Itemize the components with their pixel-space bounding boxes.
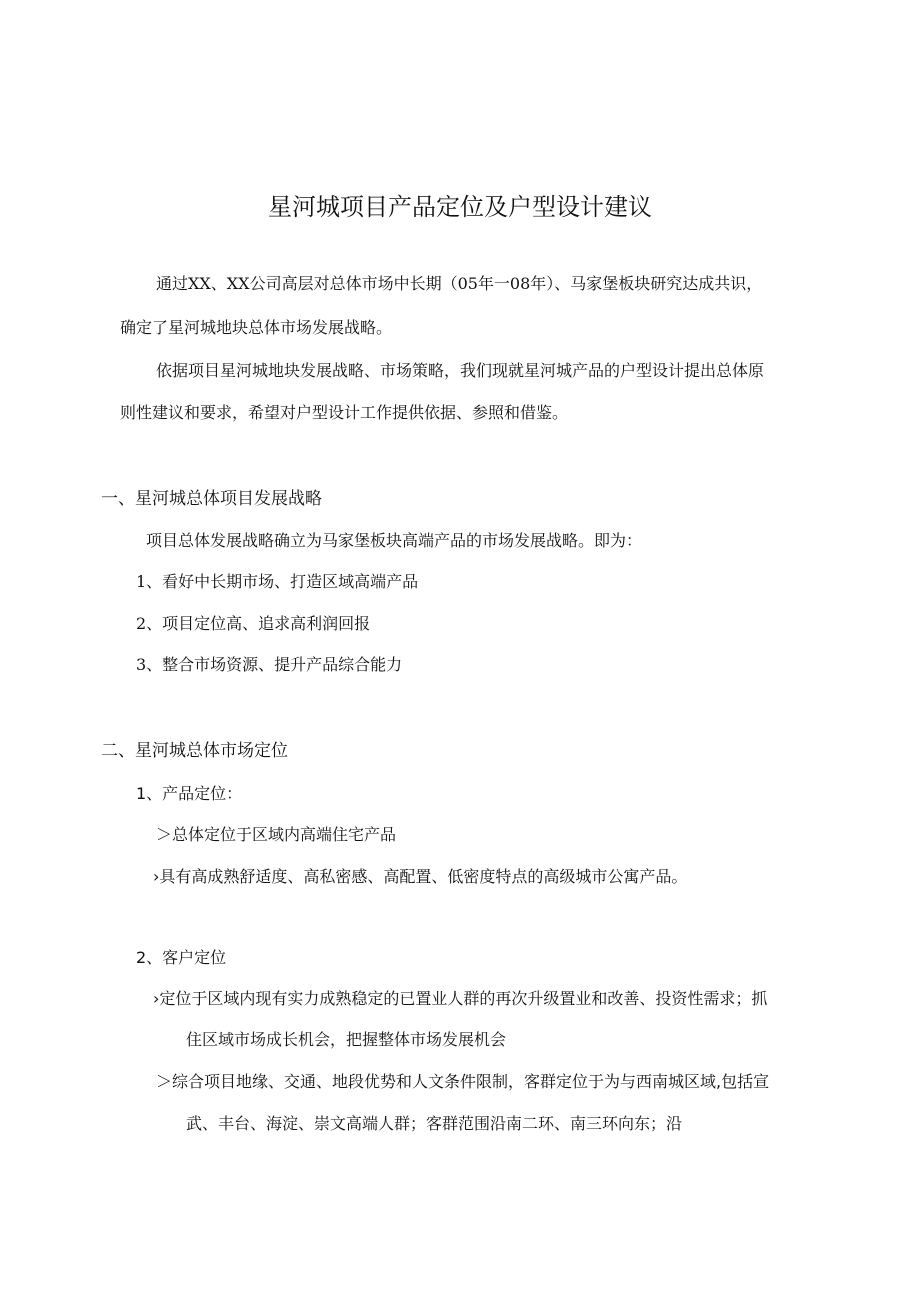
section1-item-1: 1、看好中长期市场、打造区域高端产品 [136, 572, 419, 591]
sub1-heading: 1、产品定位： [136, 784, 243, 803]
section1-heading: 一、星河城总体项目发展战略 [101, 489, 322, 509]
section1-item-3: 3、整合市场资源、提升产品综合能力 [136, 655, 403, 674]
intro-p2-line2: 则性建议和要求，希望对户型设计工作提供依据、参照和借鉴。 [120, 403, 569, 422]
sub1-bullet-1: ＞总体定位于区域内高端住宅产品 [156, 825, 397, 844]
section1-item-2: 2、项目定位高、追求高利润回报 [136, 614, 371, 633]
sub2-heading: 2、客户定位 [136, 948, 227, 967]
intro-p1-line1: 通过XX、XX公司高层对总体市场中长期（05年一08年）、马家堡板块研究达成共识， [156, 274, 763, 293]
sub2-bullet-2-line2: 武、丰台、海淀、崇文高端人群；客群范围沿南二环、南三环向东；沿 [186, 1114, 683, 1133]
section1-lead: 项目总体发展战略确立为马家堡板块高端产品的市场发展战略。即为： [146, 531, 643, 550]
sub2-bullet-1-line1: ›定位于区域内现有实力成熟稳定的已置业人群的再次升级置业和改善、投资性需求；抓 [153, 989, 768, 1008]
sub2-bullet-2-line1: ＞综合项目地缘、交通、地段优势和人文条件限制，客群定位于为与西南城区域,包括宣 [156, 1072, 770, 1091]
sub2-bullet-1-line2: 住区域市场成长机会，把握整体市场发展机会 [186, 1030, 507, 1049]
intro-p1-line2: 确定了星河城地块总体市场发展战略。 [120, 318, 393, 337]
sub1-bullet-2: ›具有高成熟舒适度、高私密感、高配置、低密度特点的高级城市公寓产品。 [153, 867, 688, 886]
section2-heading: 二、星河城总体市场定位 [101, 741, 288, 761]
page-title: 星河城项目产品定位及户型设计建议 [268, 193, 652, 221]
intro-p2-line1: 依据项目星河城地块发展战略、市场策略，我们现就星河城产品的户型设计提出总体原 [156, 361, 765, 380]
